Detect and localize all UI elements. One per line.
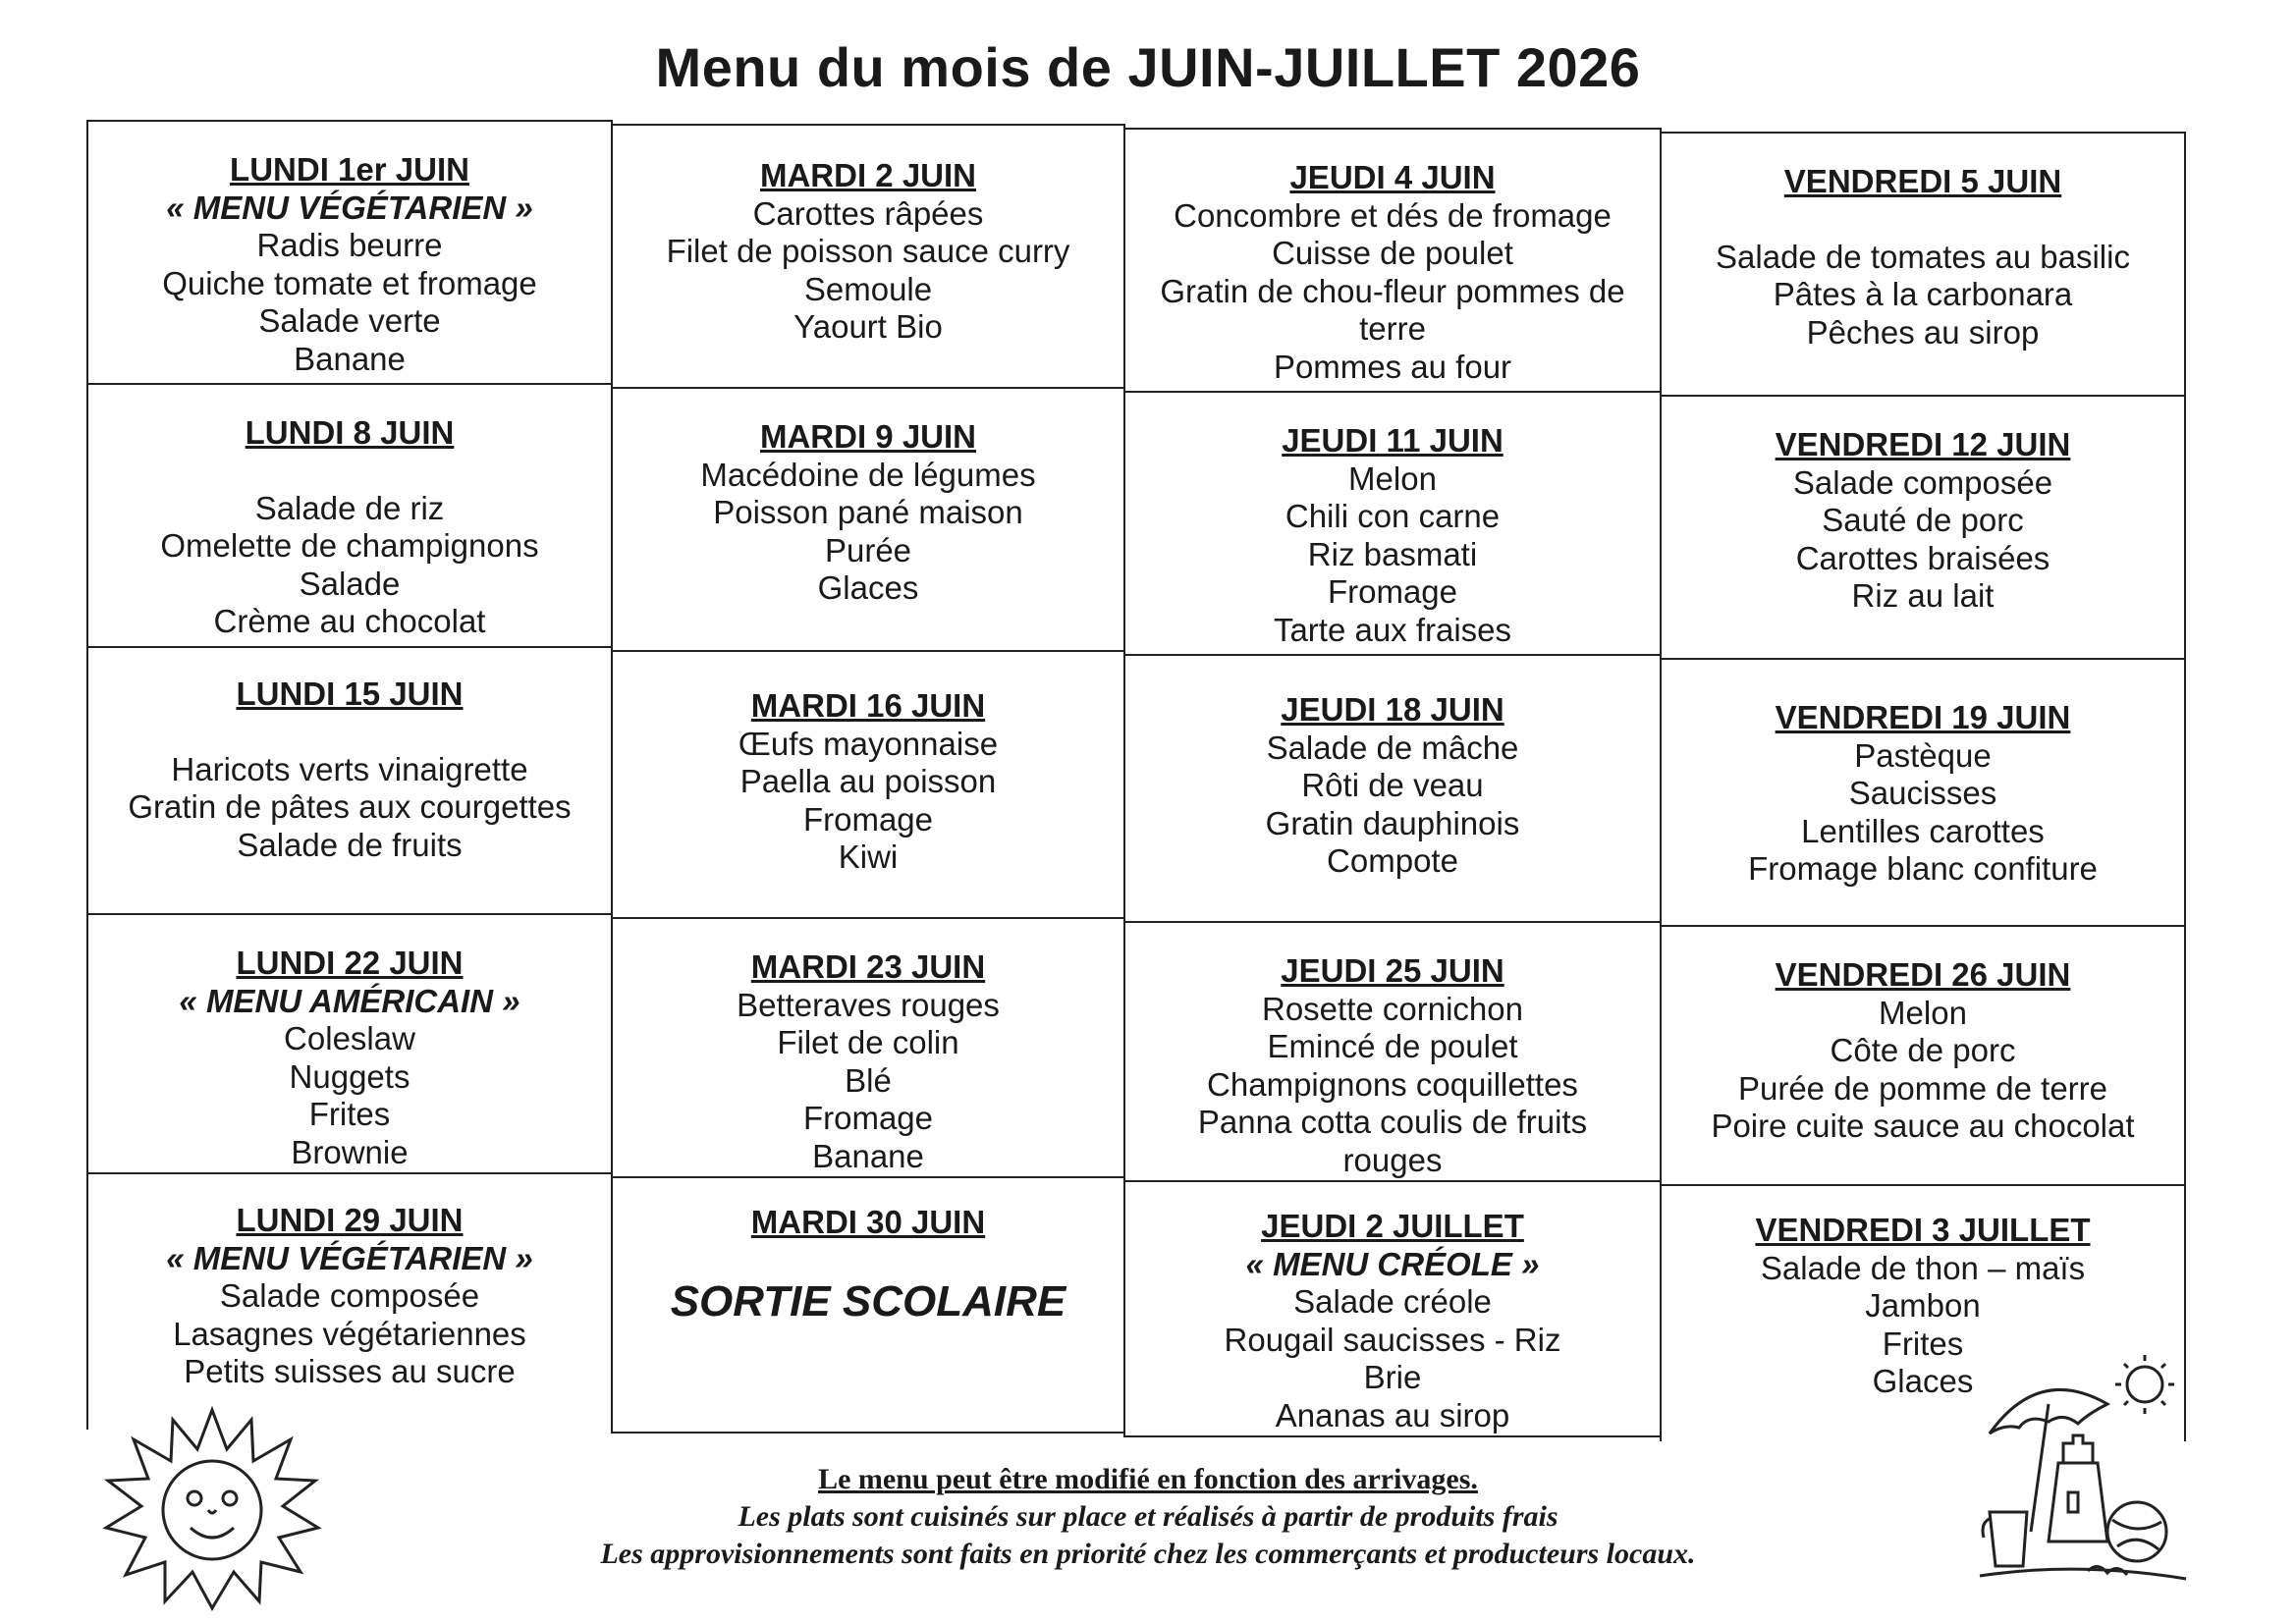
special-note: SORTIE SCOLAIRE [670, 1276, 1066, 1325]
dish: Frites [1882, 1325, 1964, 1362]
day-heading: MARDI 30 JUIN [750, 1204, 986, 1240]
dish: Rôti de veau [1301, 767, 1484, 803]
dish: Fromage [802, 800, 934, 838]
dish: Salade de riz [254, 489, 445, 526]
spacer [88, 453, 611, 490]
dish: Sauté de porc [1822, 502, 2024, 538]
dish: Panna cotta coulis de fruits rouges [1197, 1104, 1588, 1178]
menu-cell [611, 1176, 1125, 1434]
dish: Fromage [802, 1100, 934, 1136]
dish: Coleslaw [284, 1020, 415, 1056]
dish: Poisson pané maison [713, 494, 1023, 530]
dish: Filet de poisson sauce curry [666, 233, 1070, 269]
footer-fresh-note: Les plats sont cuisinés sur place et réalisés à partir de produits frais [738, 1500, 1558, 1533]
menu-cell [1123, 391, 1662, 656]
day-heading: MARDI 16 JUIN [750, 687, 986, 724]
dish: Macédoine de légumes [700, 456, 1036, 493]
page-title: Menu du mois de JUIN-JUILLET 2026 [655, 36, 1641, 98]
dish: Riz au lait [1851, 577, 1995, 614]
dish: Gratin dauphinois [1265, 804, 1520, 841]
dish: Blé [845, 1061, 892, 1099]
dish: Purée de pomme de terre [1737, 1069, 2108, 1107]
dish: Pastèque [1854, 736, 1992, 774]
dish: Salade verte [258, 302, 441, 339]
dish: Carottes braisées [1795, 539, 2050, 576]
dish: Filet de colin [777, 1024, 959, 1060]
day-heading: MARDI 9 JUIN [759, 418, 977, 455]
menu-cell [611, 650, 1125, 919]
dish: Salade composée [219, 1277, 480, 1314]
day-heading: LUNDI 15 JUIN [236, 676, 464, 712]
day-heading: VENDREDI 26 JUIN [1775, 956, 2071, 993]
day-heading: VENDREDI 12 JUIN [1775, 426, 2071, 462]
dish: Purée [824, 531, 912, 568]
menu-cell [86, 383, 613, 648]
dish: Carottes râpées [752, 194, 984, 232]
day-heading: LUNDI 8 JUIN [245, 414, 455, 451]
dish: Banane [294, 340, 406, 377]
menu-theme: « MENU CRÉOLE » [1245, 1245, 1540, 1282]
menu-cell [1660, 658, 2186, 927]
dish: Poire cuite sauce au chocolat [1711, 1108, 2135, 1144]
day-heading: JEUDI 11 JUIN [1282, 422, 1503, 459]
dish: Concombre et dés de fromage [1174, 196, 1612, 234]
dish: Nuggets [289, 1057, 410, 1095]
dish: Brownie [291, 1133, 409, 1170]
dish: Ananas au sirop [1275, 1396, 1510, 1434]
dish: Pêches au sirop [1806, 313, 2040, 351]
menu-cell [611, 917, 1125, 1178]
menu-theme: « MENU VÉGÉTARIEN » [166, 189, 533, 226]
day-heading: LUNDI 29 JUIN [236, 1202, 464, 1238]
dish: Melon [1348, 460, 1437, 497]
dish: Glaces [1872, 1363, 1974, 1399]
dish: Gratin de pâtes aux courgettes [128, 788, 572, 825]
menu-cell [1660, 395, 2186, 660]
dish: Œufs mayonnaise [738, 725, 999, 762]
menu-cell [86, 120, 613, 385]
day-heading: JEUDI 18 JUIN [1281, 691, 1504, 728]
menu-cell [1123, 654, 1662, 923]
dish: Petits suisses au sucre [184, 1353, 516, 1389]
footer-disclaimer: Le menu peut être modifié en fonction des arrivages. [818, 1463, 1478, 1495]
dish: Fromage [1327, 573, 1458, 610]
dish: Tarte aux fraises [1273, 611, 1512, 648]
dish: Yaourt Bio [793, 308, 943, 345]
dish: Salade de tomates au basilic [1716, 238, 2130, 275]
day-heading: MARDI 2 JUIN [759, 157, 977, 193]
menu-theme: « MENU AMÉRICAIN » [179, 982, 520, 1019]
dish: Quiche tomate et fromage [162, 264, 537, 301]
dish: Radis beurre [256, 227, 443, 263]
menu-cell [611, 124, 1125, 389]
dish: Pâtes à la carbonara [1773, 276, 2073, 312]
dish: Compote [1327, 842, 1458, 879]
menu-cell [1660, 925, 2186, 1186]
dish: Omelette de champignons [160, 527, 539, 564]
dish: Brie [1363, 1359, 1422, 1395]
dish: Salade composée [1792, 463, 2053, 501]
dish: Rosette cornichon [1262, 990, 1523, 1027]
menu-cell [86, 646, 613, 915]
dish: Salade créole [1293, 1283, 1492, 1320]
day-heading: JEUDI 2 JUILLET [1261, 1208, 1524, 1244]
dish: Betteraves rouges [737, 986, 1000, 1023]
dish: Banane [812, 1137, 924, 1174]
dish: Jambon [1865, 1287, 1981, 1324]
dish: Salade de mâche [1266, 729, 1519, 766]
day-heading: VENDREDI 5 JUIN [1783, 163, 2062, 199]
day-heading: LUNDI 1er JUIN [230, 151, 469, 188]
spacer [1662, 201, 2184, 239]
dish: Lentilles carottes [1801, 812, 2045, 849]
menu-grid [86, 120, 2186, 1435]
menu-cell [1660, 132, 2186, 397]
menu-cell [1123, 1180, 1662, 1437]
dish: Salade [299, 565, 401, 602]
menu-theme: « MENU VÉGÉTARIEN » [166, 1239, 533, 1276]
dish: Glaces [817, 569, 919, 606]
day-heading: VENDREDI 19 JUIN [1775, 699, 2071, 735]
dish: Salade de thon – maïs [1760, 1249, 2086, 1286]
dish: Semoule [803, 270, 933, 307]
dish: Gratin de chou-fleur pommes de terre [1160, 272, 1625, 347]
dish: Frites [308, 1096, 391, 1132]
menu-cell [1123, 128, 1662, 393]
day-heading: VENDREDI 3 JUILLET [1755, 1212, 2091, 1248]
day-heading: JEUDI 4 JUIN [1289, 159, 1496, 195]
dish: Lasagnes végétariennes [173, 1315, 526, 1352]
dish: Haricots verts vinaigrette [171, 750, 528, 787]
footer-local-note: Les approvisionnements sont faits en priorité chez les commerçants et producteurs locaux. [600, 1538, 1696, 1570]
dish: Pommes au four [1273, 348, 1512, 385]
day-heading: JEUDI 25 JUIN [1281, 952, 1504, 989]
dish: Saucisses [1848, 775, 1997, 811]
dish: Kiwi [838, 839, 899, 875]
dish: Rougail saucisses - Riz [1224, 1321, 1561, 1358]
menu-cell [1123, 921, 1662, 1182]
day-heading: MARDI 23 JUIN [750, 948, 986, 985]
menu-cell [86, 913, 613, 1174]
dish: Chili con carne [1285, 498, 1501, 534]
dish: Champignons coquillettes [1207, 1065, 1578, 1103]
dish: Fromage blanc confiture [1748, 850, 2098, 887]
day-heading: LUNDI 22 JUIN [236, 945, 464, 981]
dish: Salade de fruits [237, 826, 463, 863]
dish: Emincé de poulet [1267, 1028, 1518, 1064]
spacer [88, 714, 611, 751]
dish: Crème au chocolat [213, 603, 486, 639]
footer-notes [0, 1461, 2296, 1573]
dish: Melon [1879, 994, 1967, 1031]
dish: Paella au poisson [739, 763, 997, 799]
dish: Côte de porc [1830, 1032, 2016, 1068]
menu-cell [611, 387, 1125, 652]
dish: Riz basmati [1307, 535, 1478, 572]
dish: Cuisse de poulet [1272, 235, 1513, 271]
